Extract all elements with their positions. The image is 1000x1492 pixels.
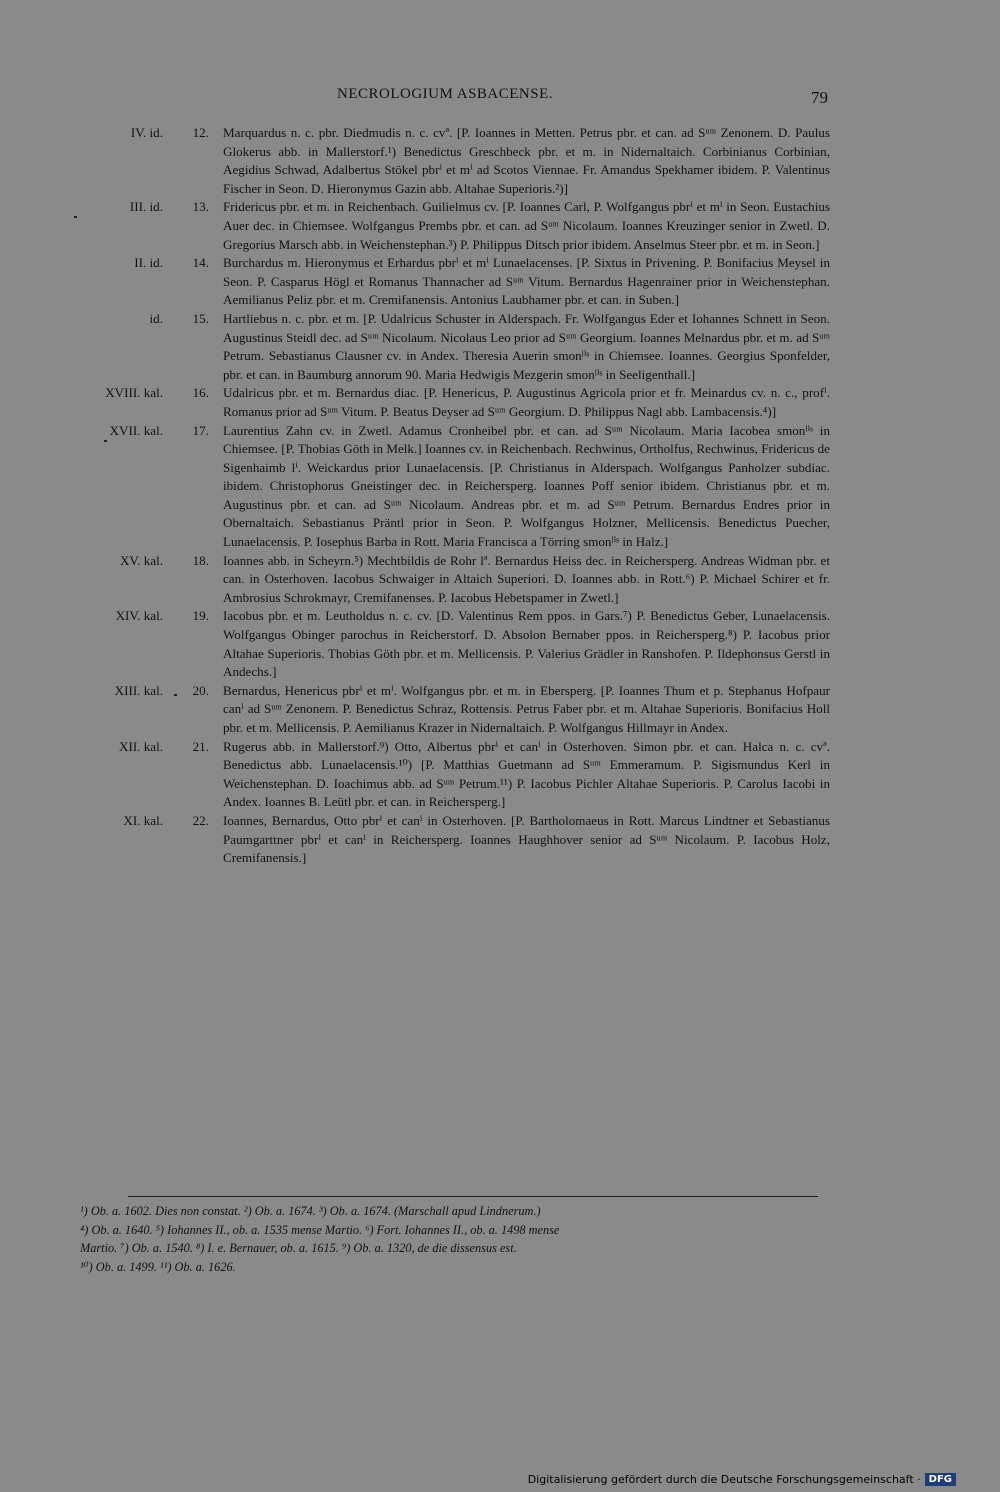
entry-text (223, 384, 830, 421)
entry-paragraph: Burchardus m. Hieronymus et Erhardus pbrⁱ et mⁱ Lunaelacenses. [P. Sixtus in Privening. P. Bonifacius Meysel in Seon. P. Casparus Högl et Romanus Thannacher ad Sᵘᵐ Vitum. Bernardus Hagenrainer prior in Weichenstephan. Aemilianus Peliz pbr. et m. Cremifanensis. Antonius Laubhamer pbr. et can. in Suben.] (223, 255, 830, 308)
footnote-line: ¹⁰) Ob. a. 1499. ¹¹) Ob. a. 1626. (80, 1259, 236, 1274)
entry-date: XII. kal. (119, 738, 163, 754)
page-number: 79 (811, 88, 828, 107)
necrology-entry (60, 198, 830, 254)
footnotes (80, 1202, 825, 1276)
entry-day: 12. (192, 125, 209, 140)
entry-day: 22. (192, 812, 209, 828)
entry-paragraph: Rugerus abb. in Mallerstorf.⁹) Otto, Albertus pbrⁱ et canⁱ in Osterhoven. Simon pbr. et can. Halca n. c. cvª. Benedictus abb. Lunaelacensis.¹⁰) [P. Matthias Guetmann ad Sᵘᵐ Emmeramum. P. Sigismundus Kerl in Weichenstephan. D. Ioachimus abb. ad Sᵘᵐ Petrum.¹¹) P. Iacobus Pichler Altahae Superioris. P. Carolus Iacobi in Andex. Ioannes B. Leütl pbr. et can. in Reichersperg.] (223, 738, 830, 810)
entry-day: 14. (192, 255, 209, 271)
entry-paragraph: Hartliebus n. c. pbr. et m. [P. Udalricus Schuster in Alderspach. Fr. Wolfgangus Eder et Iohannes Schnett in Seon. Augustinus Steidl dec. ad Sᵘᵐ Nicolaum. Nicolaus Leo prior ad Sᵘᵐ Georgium. Ioannes Melnardus pbr. et m. ad Sᵘᵐ Petrum. Sebastianus Clausner cv. in Andex. Theresia Auerin smonˡⁱˢ in Chiemsee. Ioannes. Georgius Sponfelder, pbr. et can. in Baumburg annorum 90. Maria Hedwigis Mezgerin smonˡⁱˢ in Seeligenthall.] (223, 310, 830, 382)
entry-text (223, 254, 830, 310)
entry-day: 13. (192, 199, 209, 215)
entry-day: 19. (192, 608, 209, 624)
credit-text: Digitalisierung gefördert durch die Deutsche Forschungsgemeinschaft · (527, 1473, 921, 1486)
entry-paragraph: Fridericus pbr. et m. in Reichenbach. Guilielmus cv. [P. Ioannes Carl, P. Wolfgangus pbrⁱ et mⁱ in Seon. Eustachius Auer dec. in Chiemsee. Wolfgangus Prembs pbr. et can. ad Sᵘᵐ Nicolaum. Ioannes Kreuzinger senior in Zwetl. D. Gregorius Marsch abb. in Weichenstephan.³) P. Philippus Ditsch prior ibidem. Anselmus Steer pbr. et m. in Seon.] (223, 199, 830, 252)
necrology-entry (60, 422, 830, 552)
entry-text (223, 422, 830, 552)
footnote-line: ¹) Ob. a. 1602. Dies non constat. ²) Ob. a. 1674. ³) Ob. a. 1674. (Marschall apud Lindnerum.) (80, 1204, 541, 1218)
entry-day: 18. (192, 552, 209, 568)
entry-text (223, 124, 830, 198)
entry-text (223, 682, 830, 738)
necrology-entry (60, 682, 830, 738)
entry-date: XV. kal. (119, 552, 163, 568)
entry-date: III. id. (129, 199, 163, 215)
entry-paragraph: Ioannes abb. in Scheyrn.⁵) Mechtbildis de Rohr lª. Bernardus Heiss dec. in Reichersperg. Andreas Widman pbr. et can. in Osterhoven. Iacobus Schwaiger in Altaich Superiori. D. Ioannes abb. in Rott.⁶) P. Michael Schirer et fr. Ambrosius Schrokmayr, Cremifanenses. P. Iacobus Hebetspamer in Zwetl.] (223, 552, 830, 605)
necrology-entry (60, 607, 830, 681)
entry-date: XVII. kal. (109, 422, 163, 438)
entry-text (223, 812, 830, 868)
entry-day: 17. (192, 422, 209, 438)
necrology-entry (60, 552, 830, 608)
necrology-entry (60, 310, 830, 384)
entry-day: 20. (192, 682, 209, 698)
entry-date: XI. kal. (123, 812, 163, 828)
entry-paragraph: Bernardus, Henericus pbrⁱ et mⁱ. Wolfgangus pbr. et m. in Ebersperg. [P. Ioannes Thum et p. Stephanus Hofpaur canⁱ ad Sᵘᵐ Zenonem. P. Benedictus Schraz, Rottensis. Petrus Faber pbr. et m. Altahae Superioris. Bonifacius Holl pbr. et m. Mellicensis. P. Aemilianus Krazer in Nidernaltaich. P. Wolfgangus Hillmayr in Andex. (223, 682, 830, 735)
entry-date: XIII. kal. (114, 682, 163, 698)
necrology-entry (60, 124, 830, 198)
entry-paragraph: Marquardus n. c. pbr. Diedmudis n. c. cvª. [P. Ioannes in Metten. Petrus pbr. et can. ad Sᵘᵐ Zenonem. D. Paulus Glokerus abb. in Mallerstorf.¹) Benedictus Greschbeck pbr. et m. in Nidernaltaich. Corbinianus Corbinian, Aegidius Schwad, Adalbertus Stökel pbrⁱ et mⁱ ad Scotos Viennae. Fr. Amandus Spekhamer ibidem. P. Valentinus Fischer in Seon. D. Hieronymus Gazin abb. Altahae Superioris.²)] (223, 125, 830, 196)
entry-text (223, 198, 830, 254)
dfg-logo: DFG (925, 1473, 956, 1486)
entry-paragraph: Udalricus pbr. et m. Bernardus diac. [P. Henericus, P. Augustinus Agricola prior et fr. Meinardus cv. n. c., profⁱ. Romanus prior ad Sᵘᵐ Vitum. P. Beatus Deyser ad Sᵘᵐ Georgium. D. Philippus Nagl abb. Lambacensis.⁴)] (223, 385, 830, 419)
necrology-entry (60, 254, 830, 310)
entry-date: id. (149, 310, 163, 326)
digitization-credit (528, 1473, 956, 1486)
entry-paragraph: Laurentius Zahn cv. in Zwetl. Adamus Cronheibel pbr. et can. ad Sᵘᵐ Nicolaum. Maria Iacobea smonˡⁱˢ in Chiemsee. [P. Thobias Göth in Melk.] Ioannes cv. in Reichenbach. Rechwinus, Ortholfus, Rechwinus, Fridericus de Sigenhaimb lⁱ. Weickardus prior Lunaelacensis. [P. Christianus in Alderspach. Wolfgangus Panholzer subdiac. ibidem. Christophorus Gneistinger dec. in Reichersperg. Ioannes Poff senior ibidem. Christianus pbr. et m. Augustinus pbr. et can. ad Sᵘᵐ Nicolaum. Andreas pbr. et m. ad Sᵘᵐ Petrum. Bernardus Endres prior in Obernaltaich. Sebastianus Präntl prior in Seon. P. Wolfgangus Holzner, Mellicensis. Benedictus Puecher, Lunaelacensis. P. Iosephus Barba in Rott. Maria Francisca a Törring smonˡⁱˢ in Halz.] (223, 422, 830, 550)
entry-day: 16. (192, 385, 209, 401)
footnote-line: Martio. ⁷) Ob. a. 1540. ⁸) I. e. Bernauer, ob. a. 1615. ⁹) Ob. a. 1320, de die dissensus est. (80, 1241, 517, 1256)
page-title: NECROLOGIUM ASBACENSE. (336, 86, 554, 102)
entry-text (223, 738, 830, 812)
entry-day: 15. (192, 310, 209, 326)
entry-text (223, 310, 830, 384)
footnote-divider (128, 1196, 818, 1197)
necrology-entry (60, 738, 830, 812)
entry-date: XVIII. kal. (105, 385, 163, 401)
entry-date: XIV. kal. (115, 608, 163, 624)
entry-day: 21. (192, 738, 209, 754)
entry-text (223, 607, 830, 681)
necrology-entries (60, 124, 830, 868)
footnote-line: ⁴) Ob. a. 1640. ⁵) Iohannes II., ob. a. 1535 mense Martio. ⁶) Fort. Iohannes II., ob. a. 1498 mense (80, 1222, 560, 1237)
entry-date: II. id. (134, 255, 163, 271)
entry-paragraph: Ioannes, Bernardus, Otto pbrⁱ et canⁱ in Osterhoven. [P. Bartholomaeus in Rott. Marcus Lindtner et Sebastianus Paumgarttner pbrⁱ et canⁱ in Reichersperg. Ioannes Haughhover senior ad Sᵘᵐ Nicolaum. P. Iacobus Holz, Cremifanensis.] (223, 812, 830, 866)
necrology-entry (60, 812, 830, 868)
entry-text (223, 552, 830, 608)
necrology-entry (60, 384, 830, 421)
entry-paragraph: Iacobus pbr. et m. Leutholdus n. c. cv. [D. Valentinus Rem ppos. in Gars.⁷) P. Benedictus Geber, Lunaelacensis. Wolfgangus Obinger parochus in Reicherstorf. D. Absolon Bernaber ppos. in Reichersperg.⁸) P. Iacobus prior Altahae Superioris. Thobias Göth pbr. et m. Mellicensis. P. Valerius Grädler in Ranshofen. P. Ildephonsus Gerstl in Andechs.] (223, 608, 830, 680)
entry-date: IV. id. (130, 125, 163, 140)
